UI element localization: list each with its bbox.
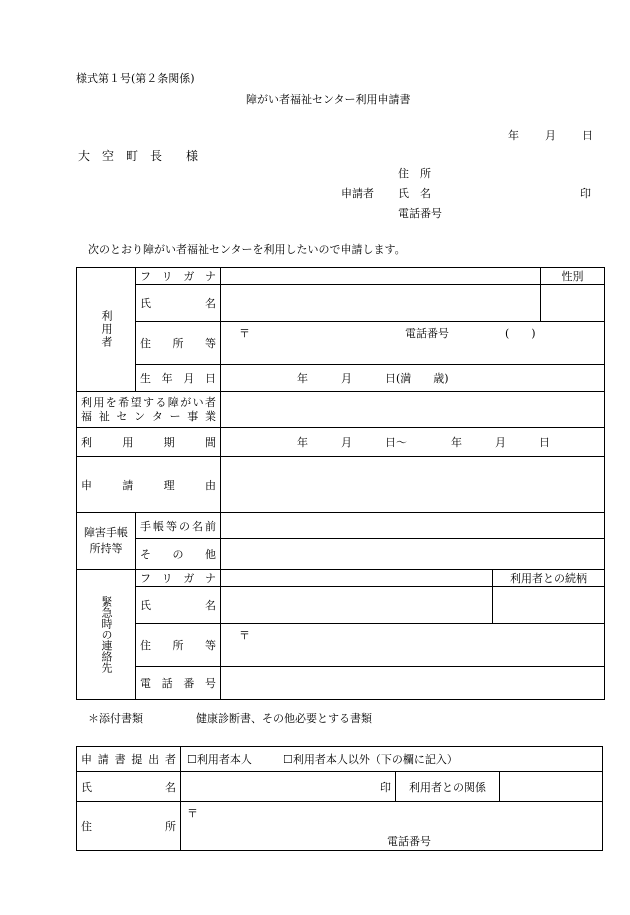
emergency-furigana-field[interactable] xyxy=(221,570,493,587)
emergency-address-field[interactable] xyxy=(221,624,605,667)
intro-text: 次のとおり障がい者福祉センターを利用したいので申請します。 xyxy=(88,243,406,256)
user-name-label: 氏 名 xyxy=(136,285,221,322)
form-number: 様式第１号(第２条関係) xyxy=(76,72,195,85)
applicant-label: 申請者 xyxy=(341,187,374,200)
submitter-seal: 印 xyxy=(380,780,391,794)
furigana-label: フ リ ガ ナ xyxy=(136,268,221,285)
other-label: そ の 他 xyxy=(136,539,221,570)
emergency-name-field[interactable] xyxy=(221,587,493,624)
desired-business-label: 利用を希望する障がい者 福 祉 セ ン タ ー 事 業 xyxy=(77,392,221,428)
gender-field[interactable] xyxy=(541,285,605,322)
period-label: 利 用 期 間 xyxy=(77,428,221,457)
emergency-relationship-label: 利用者との続柄 xyxy=(493,570,605,587)
addressee: 大 空 町 長 様 xyxy=(78,149,199,163)
emergency-phone-label: 電 話 番 号 xyxy=(136,667,221,700)
desired-business-field[interactable] xyxy=(221,392,605,428)
birthdate-label: 生 年 月 日 xyxy=(136,365,221,392)
submitter-name-field[interactable] xyxy=(181,772,396,802)
emergency-name-label: 氏 名 xyxy=(136,587,221,624)
submitter-relationship-field[interactable] xyxy=(500,772,603,802)
emergency-contact-label: 緊急時の連絡先 xyxy=(77,570,136,700)
submitter-relationship-label: 利用者との関係 xyxy=(396,772,500,802)
reason-field[interactable] xyxy=(221,457,605,513)
submitter-table xyxy=(76,746,603,851)
emergency-phone-field[interactable] xyxy=(221,667,605,700)
option-other-checkbox[interactable]: ☐利用者本人以外（下の欄に記入） xyxy=(283,753,458,766)
date-month-label: 月 xyxy=(545,129,556,142)
applicant-phone-label: 電話番号 xyxy=(398,207,442,220)
user-address-field[interactable] xyxy=(221,322,605,365)
user-name-field[interactable] xyxy=(221,285,541,322)
handbook-name-field[interactable] xyxy=(221,513,605,539)
postal-mark: 〒 xyxy=(239,327,250,340)
period-field[interactable]: 年 月 日～ 年 月 日 xyxy=(221,428,605,457)
user-group-label: 利用者 xyxy=(77,268,136,392)
applicant-name-label: 氏 名 xyxy=(398,187,431,200)
applicant-seal: 印 xyxy=(580,187,591,200)
attachments-value: 健康診断書、その他必要とする書類 xyxy=(196,712,372,725)
attachments-label: ＊添付書類 xyxy=(88,712,143,725)
submitter-phone-label: 電話番号 xyxy=(387,835,431,848)
applicant-address-label: 住 所 xyxy=(398,167,431,180)
furigana-field[interactable] xyxy=(221,268,541,285)
emergency-relationship-field[interactable] xyxy=(493,587,605,624)
date-year-label: 年 xyxy=(508,129,519,142)
emergency-postal-mark: 〒 xyxy=(239,629,250,642)
handbook-label: 障害手帳 所持等 xyxy=(77,513,136,570)
other-field[interactable] xyxy=(221,539,605,570)
option-self-checkbox[interactable]: ☐利用者本人 xyxy=(187,753,252,766)
date-day-label: 日 xyxy=(582,129,593,142)
gender-label: 性別 xyxy=(541,268,605,285)
submitter-name-label: 氏 名 xyxy=(77,772,181,802)
submitter-address-field[interactable] xyxy=(181,802,603,851)
submitter-postal-mark: 〒 xyxy=(187,807,198,820)
reason-label: 申 請 理 由 xyxy=(77,457,221,513)
submitter-address-label: 住 所 xyxy=(77,802,181,851)
submitter-label: 申 請 書 提 出 者 xyxy=(77,747,181,772)
user-phone-label: 電話番号 xyxy=(405,327,449,340)
emergency-furigana-label: フ リ ガ ナ xyxy=(136,570,221,587)
submitter-options xyxy=(181,747,603,772)
user-phone-parens: ( ) xyxy=(505,327,536,340)
page-title: 障がい者福祉センター利用申請書 xyxy=(246,93,411,106)
handbook-name-label: 手帳等の名前 xyxy=(136,513,221,539)
application-table xyxy=(76,267,605,700)
emergency-address-label: 住 所 等 xyxy=(136,624,221,667)
birthdate-field[interactable]: 年 月 日(満 歳) xyxy=(221,365,605,392)
user-address-label: 住 所 等 xyxy=(136,322,221,365)
